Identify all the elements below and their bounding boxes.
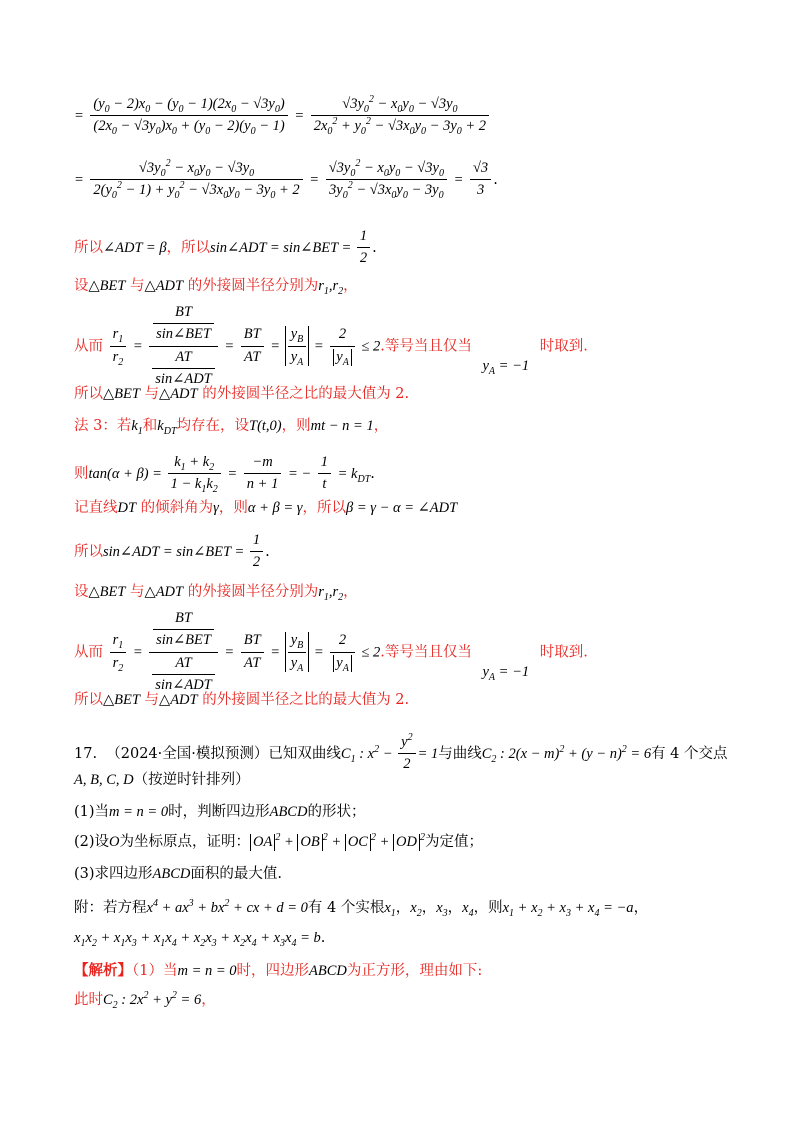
text-line-4: 设△BET 与△ADT 的外接圆半径分别为$r_1,r_2$， — [74, 278, 358, 297]
text-line-7: 法 3：若$k_1$和$k_{DT}$均存在，设T(t,0)，则mt − n = 1， — [74, 418, 389, 437]
solution-line-1: 此时$C_2$ : $2x^2 + y^2 = 6$， — [74, 990, 216, 1011]
problem-17-points: A, B, C, D（按逆时针排列） — [74, 772, 250, 788]
problem-17-part-2: (2)设O为坐标原点，证明： OA $^2$ + OB $^2$ + OC $^2$ + OD $^2$为定值； — [74, 832, 483, 850]
equation-line-2: = $\frac{√3y_0^2 - x_0y_0 - √3y_0}{2(y_0^2 - 1) + y_0^2 - √3x_0y_0 - 3y_0 + 2}$ = $\frac{√3y_0^2 - x_0y_0 - √3y_0}{3y_0^2 - √3x_0y_0 - 3y_0}$ = $\frac{√3}{3}$ . — [74, 158, 498, 202]
text-line-13: 所以△BET 与△ADT 的外接圆半径之比的最大值为 2. — [74, 692, 410, 708]
text-line-11: 设△BET 与△ADT 的外接圆半径分别为$r_1,r_2$， — [74, 584, 358, 603]
text-line-9: 记直线DT 的倾斜角为γ，则α + β = γ，所以β = γ − α = ∠ADT — [74, 500, 458, 516]
problem-17-appendix: 附：若方程$x^4 + ax^3 + bx^2$ + cx + d = 0有 4 个实根$x_1$，$x_2$，$x_3$，$x_4$，则$x_1 + x_2 + x_3 + x_4 = -a$， — [74, 898, 649, 919]
problem-17-appendix-2: $x_1x_2 + x_1x_3 + x_1x_4 + x_2x_3 + x_2x_4 + x_3x_4 = b$. — [74, 930, 326, 949]
text-line-5: 从而 $\frac{r_1}{r_2}$ = $\frac{\frac{BT}{\text{sin∠BET}}}{\frac{AT}{\text{sin∠ADT}}}$ = $\frac{BT}{AT}$ = $\frac{y_B}{y_A}$ = $\frac{2}{y_A}$ ≤ 2.等号当且仅当 $y_A = -1$ 时取到. — [74, 304, 588, 388]
problem-17-part-1: (1)当m = n = 0时，判断四边形ABCD的形状； — [74, 804, 366, 820]
problem-17-part-3: (3)求四边形ABCD面积的最大值. — [74, 866, 283, 882]
text-line-12: 从而 $\frac{r_1}{r_2}$ = $\frac{\frac{BT}{\text{sin∠BET}}}{\frac{AT}{\text{sin∠ADT}}}$ = $\frac{BT}{AT}$ = $\frac{y_B}{y_A}$ = $\frac{2}{y_A}$ ≤ 2.等号当且仅当 $y_A = -1$ 时取到. — [74, 610, 588, 694]
text-line-8: 则tan(α + β) = $\frac{k_1 + k_2}{1 - k_1k_2}$ = $\frac{-m}{n + 1}$ = − $\frac{1}{t}$ = $k_{DT}$. — [74, 454, 375, 496]
text-line-10: 所以sin∠ADT = sin∠BET = $\frac{1}{2}$ . — [74, 532, 270, 571]
problem-17-stem: 17. （2024·全国·模拟预测）已知双曲线$C_1$ : $x^2$ − $\frac{y^2}{2}$ = 1与曲线$C_2$ : $2(x - m)^2 + (y - n)^2 = 6$有 4 个交点 — [74, 732, 728, 773]
text-line-6: 所以△BET 与△ADT 的外接圆半径之比的最大值为 2. — [74, 386, 410, 402]
equation-line-1: = $\frac{(y_0 - 2)x_0 - (y_0 - 1)(2x_0 - √3y_0)}{(2x_0 - √3y_0)x_0 + (y_0 - 2)(y_0 - 1)}$ = $\frac{√3y_0^2 - x_0y_0 - √3y_0}{2x_0^2 + y_0^2 - √3x_0y_0 - 3y_0 + 2}$ — [74, 96, 491, 136]
text-line-3: 所以∠ADT = β，所以sin∠ADT = sin∠BET = $\frac{1}{2}$ . — [74, 228, 377, 267]
solution-header: 【解析】（1）当m = n = 0时，四边形ABCD为正方形，理由如下: — [74, 962, 483, 979]
